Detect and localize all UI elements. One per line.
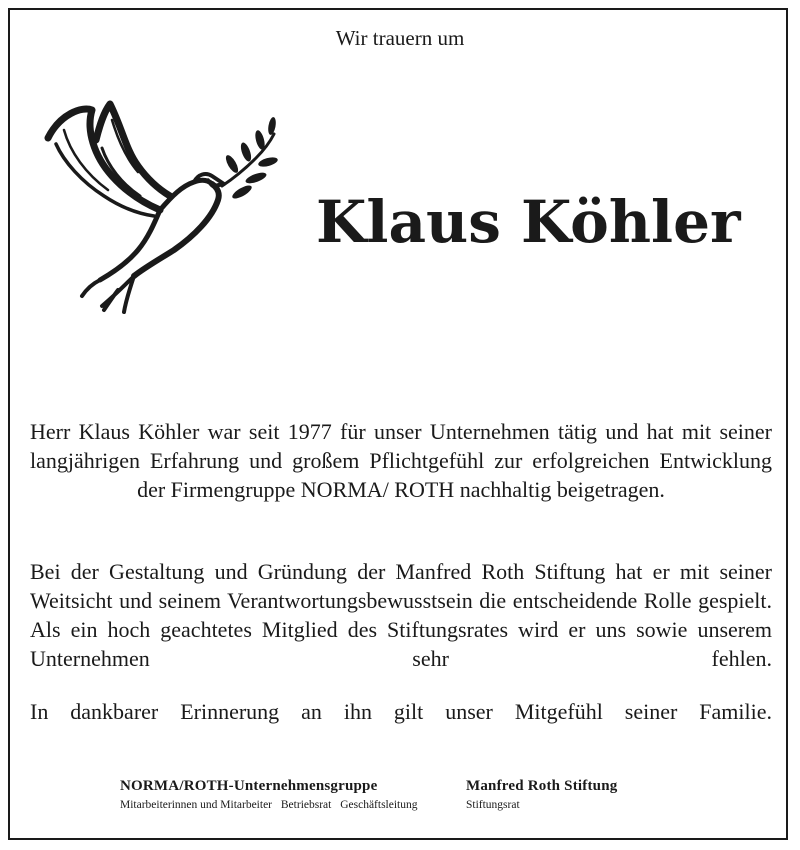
signature-foundation	[466, 778, 617, 811]
signature-company	[120, 778, 418, 811]
signature-employees: Mitarbeiterinnen und Mitarbeiter	[120, 799, 273, 811]
signature-company-title: NORMA/ROTH-Unternehmensgruppe	[120, 778, 378, 794]
signature-board: Stiftungsrat	[466, 799, 520, 811]
signature-foundation-subtitle	[466, 799, 617, 811]
signature-management: Geschäftsleitung	[340, 799, 418, 811]
dove-with-olive-branch-icon	[42, 100, 278, 315]
signature-works-council: Betriebsrat	[280, 799, 332, 811]
deceased-name: Klaus Köhler	[316, 188, 741, 256]
tribute-paragraph-career: Herr Klaus Köhler war seit 1977 für unser Unternehmen tätig und hat mit seiner langjährigen Erfahrung und großem Pflichtgefühl zur erfolgreichen Entwicklung der Firmengruppe NORMA/ ROTH nachhaltig beigetragen.	[30, 419, 772, 502]
signature-foundation-title: Manfred Roth Stiftung	[466, 778, 618, 794]
tribute-paragraph-foundation: Bei der Gestaltung und Gründung der Manfred Roth Stiftung hat er mit seiner Weitsicht und seinem Verantwortungsbewusstsein die entscheidende Rolle gespielt. Als ein hoch geachtetes Mitglied des Stiftungsrates wird er uns sowie unserem Unternehmen sehr fehlen.	[30, 559, 772, 671]
tribute-paragraph-condolence: In dankbarer Erinnerung an ihn gilt unser Mitgefühl seiner Familie.	[30, 699, 772, 724]
intro-heading: Wir trauern um	[335, 26, 465, 50]
signature-company-subtitle	[120, 799, 418, 811]
